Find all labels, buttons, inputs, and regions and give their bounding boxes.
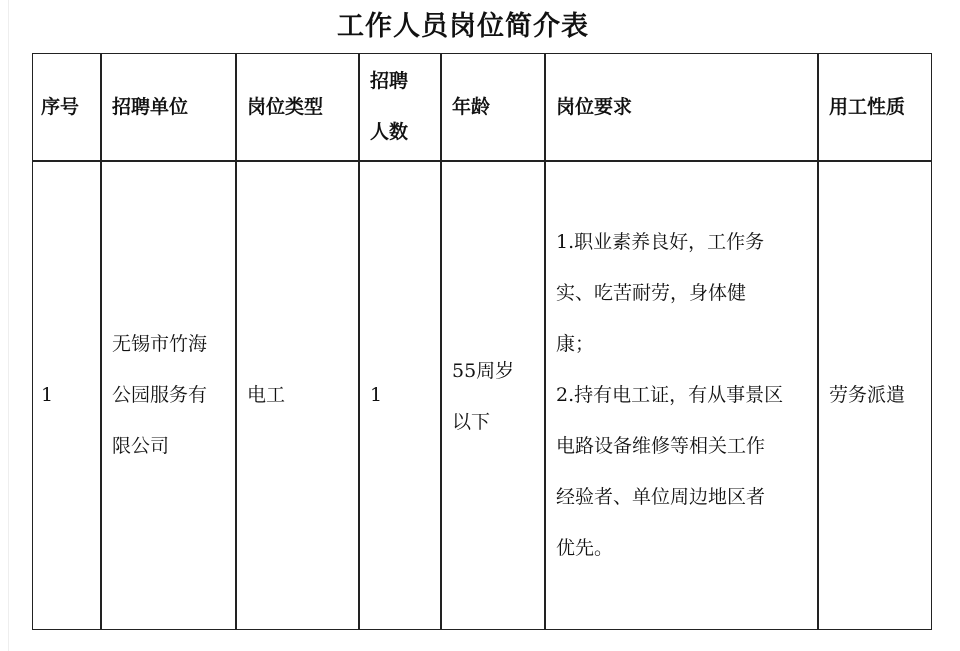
header-type — [237, 54, 358, 160]
cell-requirements — [546, 162, 817, 629]
header-label: 人数 — [370, 121, 409, 143]
cell-age — [442, 162, 544, 629]
header-age — [442, 54, 544, 160]
header-label: 岗位要求 — [556, 95, 633, 118]
cell-text: 公园服务有 — [112, 384, 208, 406]
cell-unit — [102, 162, 235, 629]
page-edge — [8, 0, 9, 651]
cell-text: 康； — [556, 333, 595, 355]
header-count — [360, 54, 440, 160]
header-label: 用工性质 — [829, 95, 906, 118]
cell-nature — [819, 162, 931, 629]
cell-text: 实、吃苦耐劳，身体健 — [556, 282, 747, 304]
cell-text: 电工 — [247, 384, 286, 406]
cell-text: 2.持有电工证，有从事景区 — [556, 384, 784, 406]
header-index — [33, 54, 100, 160]
cell-text: 电路设备维修等相关工作 — [556, 435, 766, 457]
cell-text: 1 — [370, 384, 383, 406]
header-unit — [102, 54, 235, 160]
header-label: 序号 — [41, 95, 80, 118]
header-label: 招聘 — [370, 70, 409, 92]
header-label: 岗位类型 — [247, 95, 324, 118]
page-title: 工作人员岗位简介表 — [337, 11, 589, 42]
cell-type — [237, 162, 358, 629]
cell-text: 1.职业素养良好，工作务 — [556, 231, 765, 253]
cell-text: 以下 — [452, 410, 491, 433]
cell-text: 限公司 — [112, 435, 170, 457]
cell-text: 劳务派遣 — [829, 384, 906, 406]
cell-text: 1 — [41, 384, 54, 406]
cell-text: 经验者、单位周边地区者 — [556, 486, 766, 508]
job-table — [32, 53, 932, 630]
cell-index — [33, 162, 100, 629]
cell-text: 无锡市竹海 — [112, 333, 208, 355]
cell-text: 55周岁 — [452, 359, 515, 382]
header-nature — [819, 54, 931, 160]
header-label: 招聘单位 — [112, 95, 189, 118]
header-label: 年龄 — [452, 95, 491, 118]
cell-text: 优先。 — [556, 537, 614, 559]
header-requirements — [546, 54, 817, 160]
cell-count — [360, 162, 440, 629]
